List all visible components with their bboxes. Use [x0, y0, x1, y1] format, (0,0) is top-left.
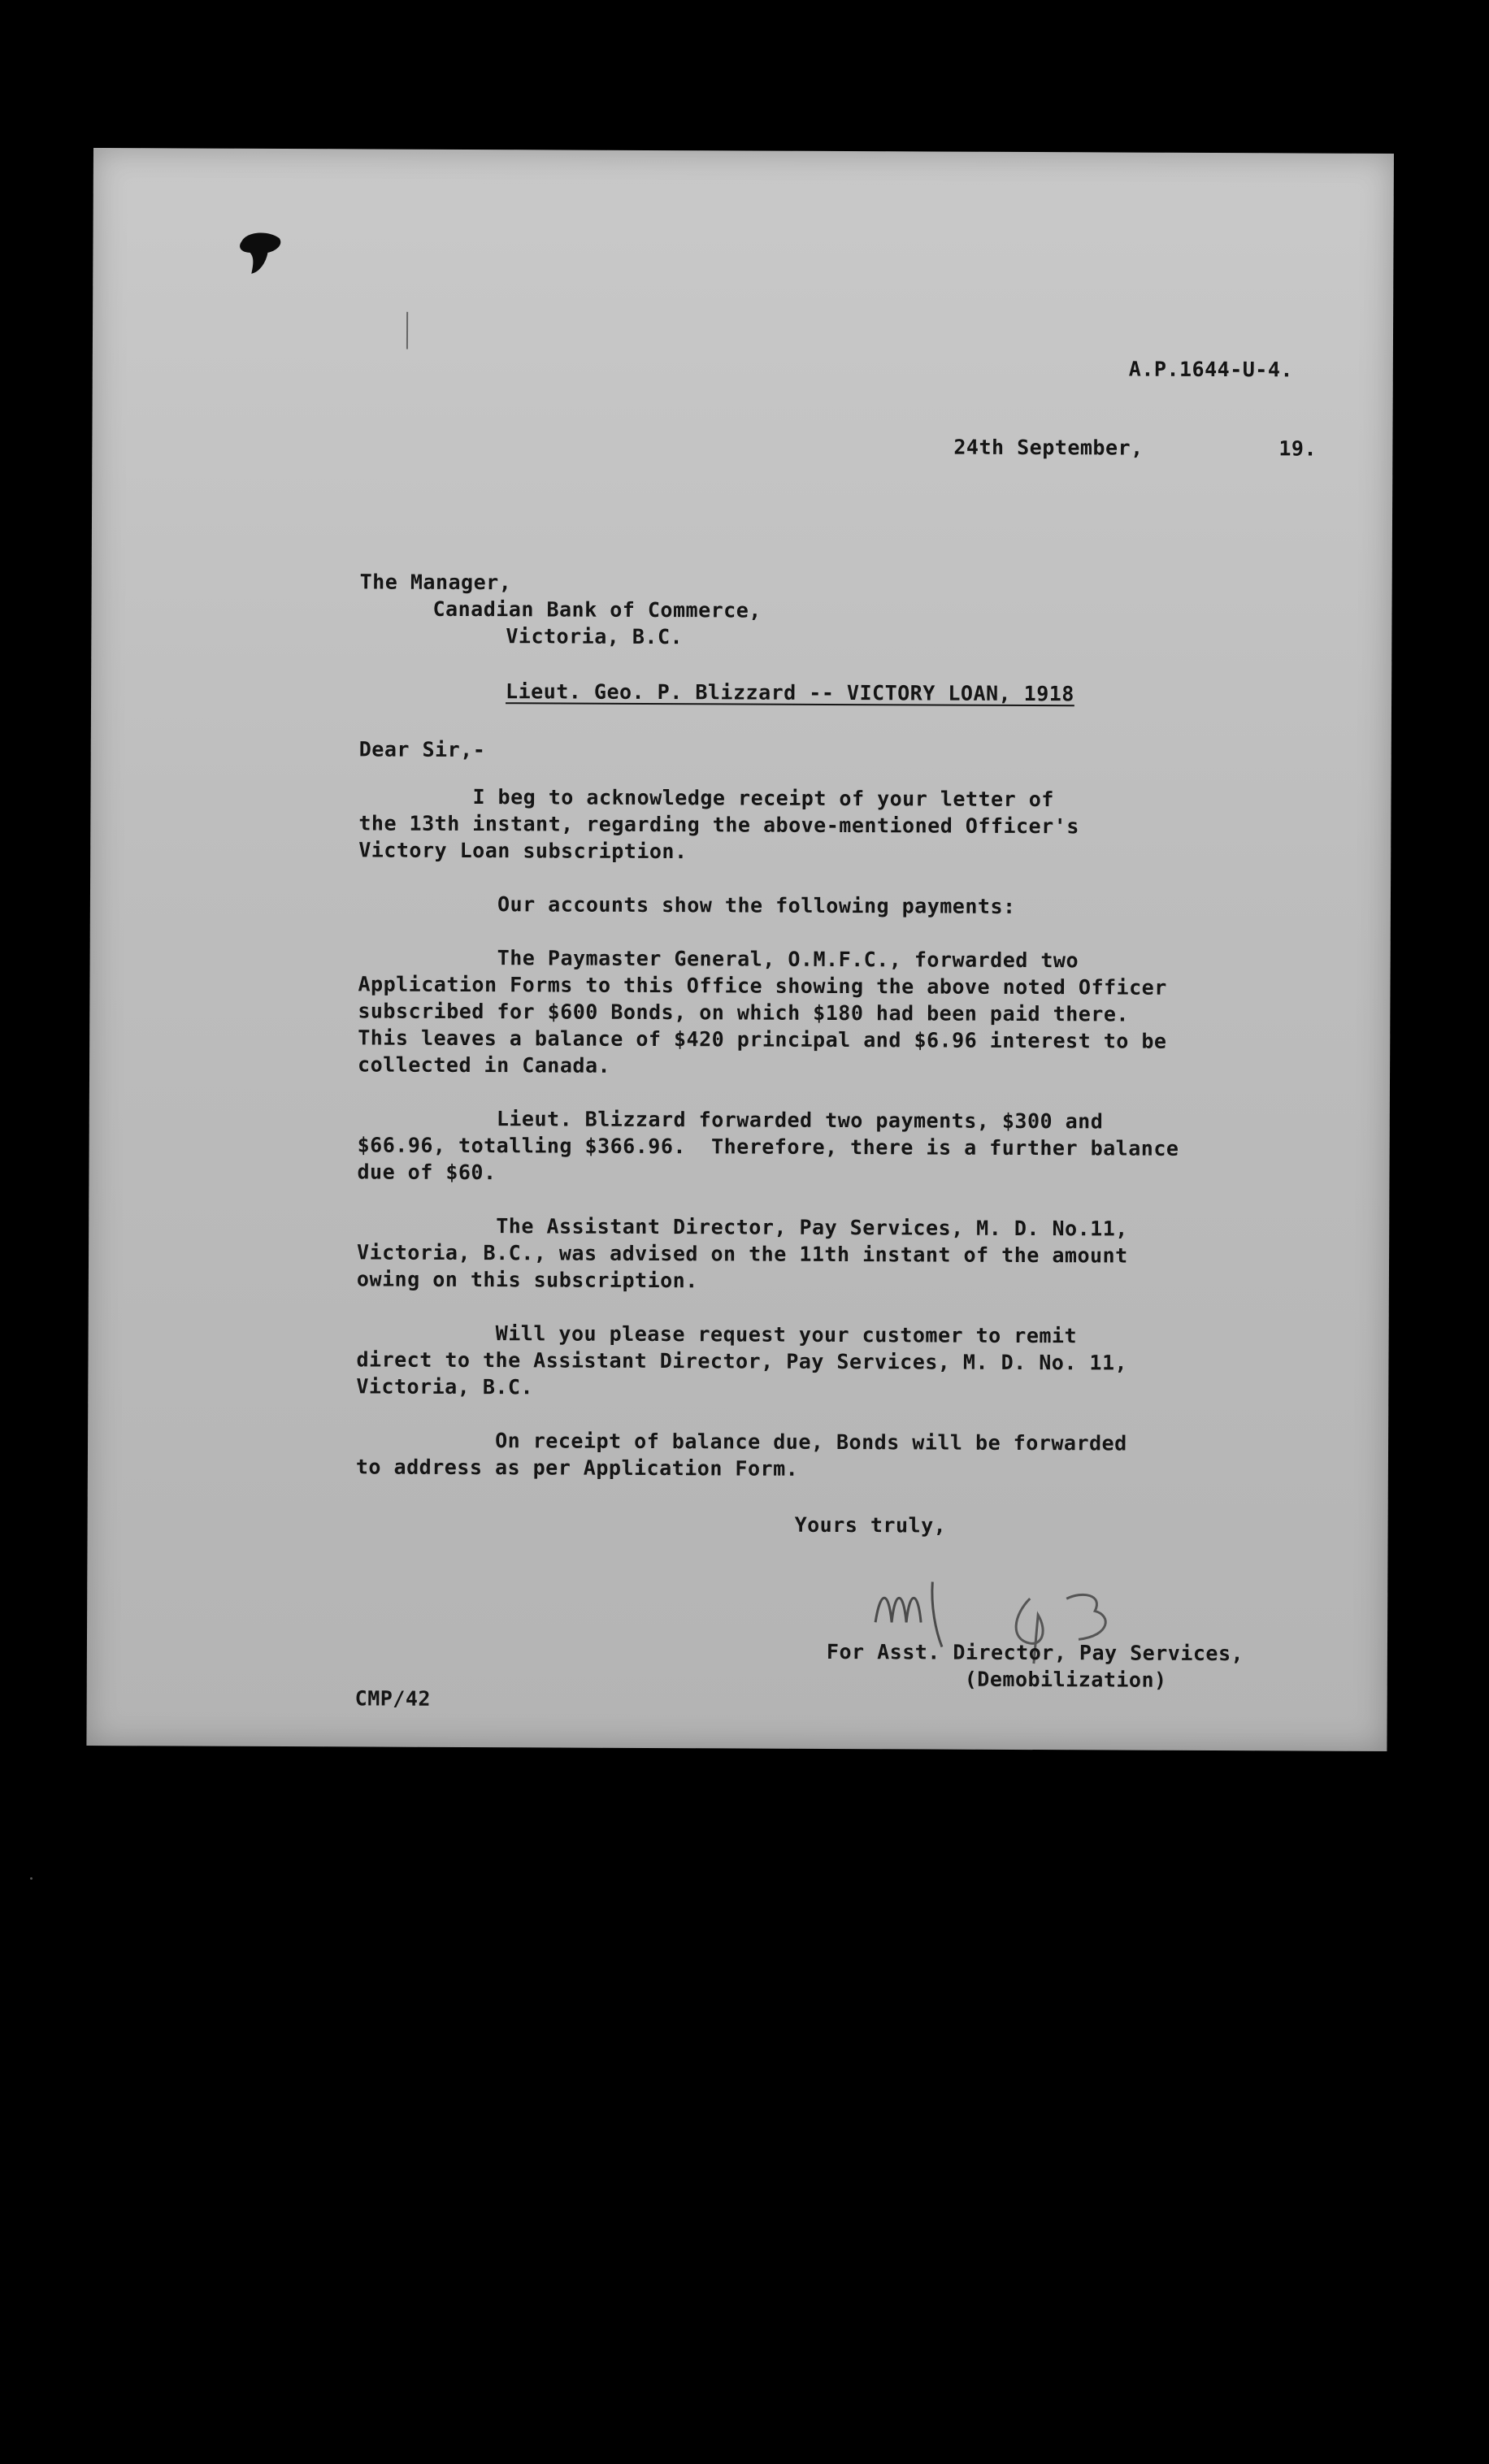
body-paragraph-4 — [357, 1104, 1300, 1189]
body-line: the 13th instant, regarding the above-mentioned Officer's — [358, 811, 1079, 839]
body-line: On receipt of balance due, Bonds will be forwarded — [356, 1428, 1127, 1455]
body-line: $66.96, totalling $366.96. Therefore, there is a further balance — [357, 1133, 1179, 1160]
body-paragraph-1 — [358, 783, 1301, 867]
body-paragraph-2 — [358, 890, 1301, 921]
signature-line: For Asst. Director, Pay Services, — [826, 1639, 1244, 1666]
body-paragraph-3 — [358, 944, 1301, 1082]
body-paragraph-5 — [357, 1212, 1300, 1296]
letter-year: 19. — [1278, 436, 1318, 461]
signature-department: (Demobilization) — [964, 1667, 1167, 1692]
address-line-3: Victoria, B.C. — [506, 624, 684, 649]
body-line: Victoria, B.C., was advised on the 11th instant of the amount — [357, 1240, 1128, 1268]
reference-number: A.P.1644-U-4. — [1128, 357, 1294, 382]
body-line: to address as per Application Form. — [355, 1455, 799, 1481]
body-paragraph-7 — [356, 1426, 1299, 1484]
body-line: collected in Canada. — [358, 1052, 611, 1078]
body-line: I beg to acknowledge receipt of your letter of — [358, 784, 1054, 812]
salutation: Dear Sir,- — [358, 737, 486, 762]
body-line: Application Forms to this Office showing the above noted Officer — [358, 972, 1167, 1000]
body-line: owing on this subscription. — [356, 1267, 698, 1293]
typist-initials: CMP/42 — [354, 1686, 432, 1711]
closing: Yours truly, — [794, 1512, 947, 1538]
body-line: Lieut. Blizzard forwarded two payments, $300 and — [357, 1106, 1104, 1134]
address-line-1: The Manager, — [359, 570, 512, 595]
body-line: This leaves a balance of $420 principal and $6.96 interest to be — [358, 1026, 1167, 1053]
letter-sheet — [86, 148, 1394, 1751]
address-line-2: Canadian Bank of Commerce, — [432, 596, 762, 623]
margin-tick-mark — [406, 312, 409, 349]
scan-speck — [30, 1877, 33, 1880]
subject-line: Lieut. Geo. P. Blizzard -- VICTORY LOAN, 1918 — [506, 679, 1074, 706]
letter-date: 24th September, — [953, 435, 1144, 460]
body-line: subscribed for $600 Bonds, on which $180 had been paid there. — [358, 999, 1130, 1026]
body-line: The Paymaster General, O.M.F.C., forwarded two — [358, 945, 1079, 973]
body-line: due of $60. — [357, 1160, 497, 1185]
body-paragraph-6 — [356, 1319, 1299, 1403]
body-line: Victoria, B.C. — [356, 1374, 534, 1399]
body-line: Our accounts show the following payments: — [358, 891, 1016, 918]
ink-blot-mark — [235, 230, 284, 275]
body-line: Victory Loan subscription. — [358, 838, 688, 864]
body-line: direct to the Assistant Director, Pay Services, M. D. No. 11, — [356, 1347, 1128, 1375]
body-line: Will you please request your customer to remit — [356, 1321, 1078, 1348]
body-line: The Assistant Director, Pay Services, M. D. No.11, — [357, 1213, 1128, 1241]
